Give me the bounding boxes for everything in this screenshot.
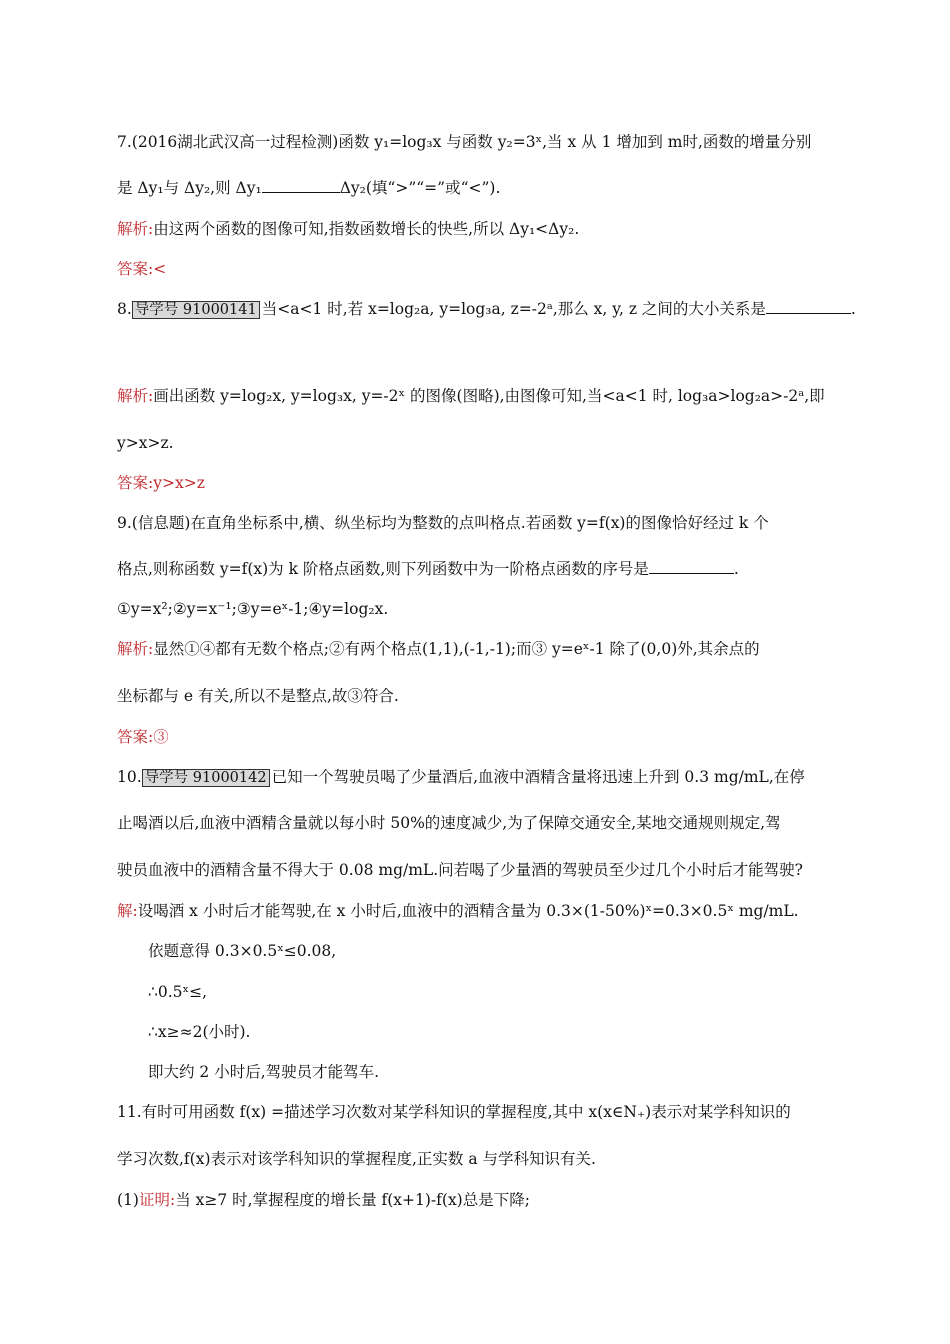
q7-line2 xyxy=(117,178,870,198)
q7-line2-text: 是 Δy₁与 Δy₂,则 Δy₁ xyxy=(117,179,262,197)
solution-label: 解析: xyxy=(117,640,154,658)
q11-part1 xyxy=(117,1190,870,1210)
q7-line2-tail: Δy₂(填“>”“=”或“<”). xyxy=(339,179,501,197)
answer-label: 答案: xyxy=(117,728,154,746)
q10-line2: 止喝酒以后,血液中酒精含量就以每小时 50%的速度减少,为了保障交通安全,某地交通规则规定,驾 xyxy=(117,814,781,832)
answer-blank xyxy=(262,178,340,193)
q10-solution-step: ∴x≥≈2(小时). xyxy=(148,1023,251,1041)
q8-solution xyxy=(117,386,870,406)
q7-answer xyxy=(117,259,870,279)
q9-options: ①y=x²;②y=x⁻¹;③y=eˣ-1;④y=log₂x. xyxy=(117,600,389,618)
q9-answer-text: ③ xyxy=(153,728,169,746)
q8-tail: . xyxy=(850,300,856,318)
q10-solution xyxy=(117,901,870,921)
solution-label: 解析: xyxy=(117,220,154,238)
q10-number: 10. xyxy=(117,768,142,786)
q9-line2-text: 格点,则称函数 y=f(x)为 k 阶格点函数,则下列函数中为一阶格点函数的序号是 xyxy=(117,560,649,578)
q10-line3: 驶员血液中的酒精含量不得大于 0.08 mg/mL.问若喝了少量酒的驾驶员至少过几个小时后才能驾驶? xyxy=(117,861,803,879)
q8-text: 当<a<1 时,若 x=log₂a, y=log₃a, z=-2ᵃ,那么 x, y, z 之间的大小关系是 xyxy=(261,300,766,318)
q9-solution-text: 显然①④都有无数个格点;②有两个格点(1,1),(-1,-1);而③ y=eˣ-1 除了(0,0)外,其余点的 xyxy=(153,640,760,658)
q9-line2 xyxy=(117,559,870,579)
q10-solution-step: 即大约 2 小时后,驾驶员才能驾车. xyxy=(148,1063,380,1081)
q7-solution xyxy=(117,219,870,239)
q10-line1 xyxy=(117,767,870,788)
q10-solution-text: 设喝酒 x 小时后才能驾驶,在 x 小时后,血液中的酒精含量为 0.3×(1-50%)ˣ=0.3×0.5ˣ mg/mL. xyxy=(137,902,799,920)
proof-label: 证明: xyxy=(138,1191,176,1209)
q7-answer-text: < xyxy=(153,260,167,278)
answer-label: 答案: xyxy=(117,474,154,492)
q11-line2: 学习次数,f(x)表示对该学科知识的掌握程度,正实数 a 与学科知识有关. xyxy=(117,1150,596,1168)
q7-solution-text: 由这两个函数的图像可知,指数函数增长的快些,所以 Δy₁<Δy₂. xyxy=(153,220,580,238)
answer-label: 答案: xyxy=(117,260,154,278)
q8-line1 xyxy=(117,299,870,320)
q9-answer xyxy=(117,727,870,747)
guide-number-tag: 导学号 91000141 xyxy=(132,301,260,319)
guide-number-tag: 导学号 91000142 xyxy=(142,769,270,787)
q7-line1: 7.(2016湖北武汉高一过程检测)函数 y₁=log₃x 与函数 y₂=3ˣ,当 x 从 1 增加到 m时,函数的增量分别 xyxy=(117,133,812,151)
answer-blank xyxy=(649,559,734,574)
q8-solution-text: 画出函数 y=log₂x, y=log₃x, y=-2ˣ 的图像(图略),由图像可知,当<a<1 时, log₃a>log₂a>-2ᵃ,即 xyxy=(153,387,825,405)
q9-line2-tail: . xyxy=(733,560,739,578)
q8-answer xyxy=(117,473,870,493)
q9-solution-cont: 坐标都与 e 有关,所以不是整点,故③符合. xyxy=(117,687,399,705)
q10-solution-step: ∴0.5ˣ≤, xyxy=(148,983,207,1001)
solution-label: 解析: xyxy=(117,387,154,405)
q11-part1-number: (1) xyxy=(117,1191,139,1209)
answer-blank xyxy=(766,299,851,314)
q8-solution-cont: y>x>z. xyxy=(117,434,174,452)
solution-label: 解: xyxy=(117,902,138,920)
q11-line1: 11.有时可用函数 f(x) =描述学习次数对某学科知识的掌握程度,其中 x(x∈N₊)表示对某学科知识的 xyxy=(117,1103,791,1121)
q11-part1-text: 当 x≥7 时,掌握程度的增长量 f(x+1)-f(x)总是下降; xyxy=(175,1191,530,1209)
q8-number: 8. xyxy=(117,300,132,318)
q10-solution-step: 依题意得 0.3×0.5ˣ≤0.08, xyxy=(148,942,337,960)
q8-answer-text: y>x>z xyxy=(153,474,205,492)
q9-line1: 9.(信息题)在直角坐标系中,横、纵坐标均为整数的点叫格点.若函数 y=f(x)的图像恰好经过 k 个 xyxy=(117,514,769,532)
q10-text: 已知一个驾驶员喝了少量酒后,血液中酒精含量将迅速上升到 0.3 mg/mL,在停 xyxy=(271,768,805,786)
q9-solution xyxy=(117,639,870,659)
